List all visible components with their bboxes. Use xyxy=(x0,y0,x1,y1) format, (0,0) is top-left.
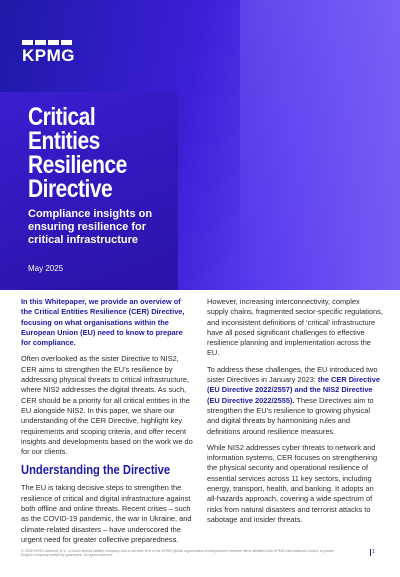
lead-paragraph: In this Whitepaper, we provide an overview of the Critical Entities Resilience (CER) Directive, focusing on what organisations within the European Union (EU) need to know to prepare for compliance. xyxy=(21,297,185,348)
page-title xyxy=(28,105,196,201)
body-paragraph: While NIS2 addresses cyber threats to network and information systems, CER focuses on strengthening the physical security and operational resilience of essential services across 11 key sectors, including energy, transport, health, and banking. It adopts an all-hazards approach, covering a wide spectrum of risks from natural disasters and terrorist attacks to sabotage and insider threats. xyxy=(207,442,378,524)
page-number: 1 xyxy=(372,549,375,555)
title-line: Entities xyxy=(28,127,100,155)
body-paragraph xyxy=(207,365,383,437)
title-line: Critical xyxy=(28,103,96,131)
body-paragraph: However, increasing interconnectivity, complex supply chains, fragmented sector-specific regulations, and inconsistent definitions of ‘critical’ infrastructure have all posed significant challenges to effective resilience planning and implementation across the EU. xyxy=(207,297,383,358)
right-column xyxy=(207,297,383,531)
body-paragraph: The EU is taking decisive steps to strengthen the resilience of critical and digital infrastructure against both offline and online threats. Recent crises – such as the COVID-19 pandemic, the war in Ukraine, and climate-related disasters – have underscored the urgent need for greater collective preparedness. xyxy=(21,483,192,544)
logo-text: KPMG xyxy=(22,46,75,65)
text-run: To address these challenges, the EU introduced two sister Directives in January 2023: xyxy=(207,364,378,385)
title-line: Directive xyxy=(28,175,113,203)
text-run: These Directives aim to strengthen the EU’s resilience to growing physical and digital threats by harmonising rules and definitions around resilience measures. xyxy=(207,395,374,436)
kpmg-logo xyxy=(22,40,75,66)
legal-footer: © 2025 KPMG Advisory N.V., a Dutch limited liability company and a member firm of the KPMG global organization of independent member firms affiliated with KPMG International Limited, a private English company limited by guarantee. All rights reserved. xyxy=(21,549,334,558)
body-paragraph: Often overlooked as the sister Directive to NIS2, CER aims to strengthen the EU’s resilience by addressing physical threats to critical infrastructure, where NIS2 addresses the digital threats. As such, CER should be a priority for all critical entities in the EU alongside NIS2. In this paper, we share our understanding of the CER Directive, highlight key requirements and scoping criteria, and offer recent insights and developments based on the work we do for our clients. xyxy=(21,354,193,457)
logo-mark-icon xyxy=(22,40,75,45)
left-column xyxy=(21,297,193,551)
publication-date: May 2025 xyxy=(28,264,64,273)
directive-link[interactable]: the CER Directive (EU Directive 2022/2557) and the NIS2 Directive (EU Directive 2022/2555). xyxy=(207,375,380,405)
subtitle: Compliance insights on ensuring resilience for critical infrastructure xyxy=(28,208,153,246)
page-number-divider xyxy=(370,549,371,556)
section-heading: Understanding the Directive xyxy=(21,462,171,478)
title-line: Resilience xyxy=(28,151,127,179)
